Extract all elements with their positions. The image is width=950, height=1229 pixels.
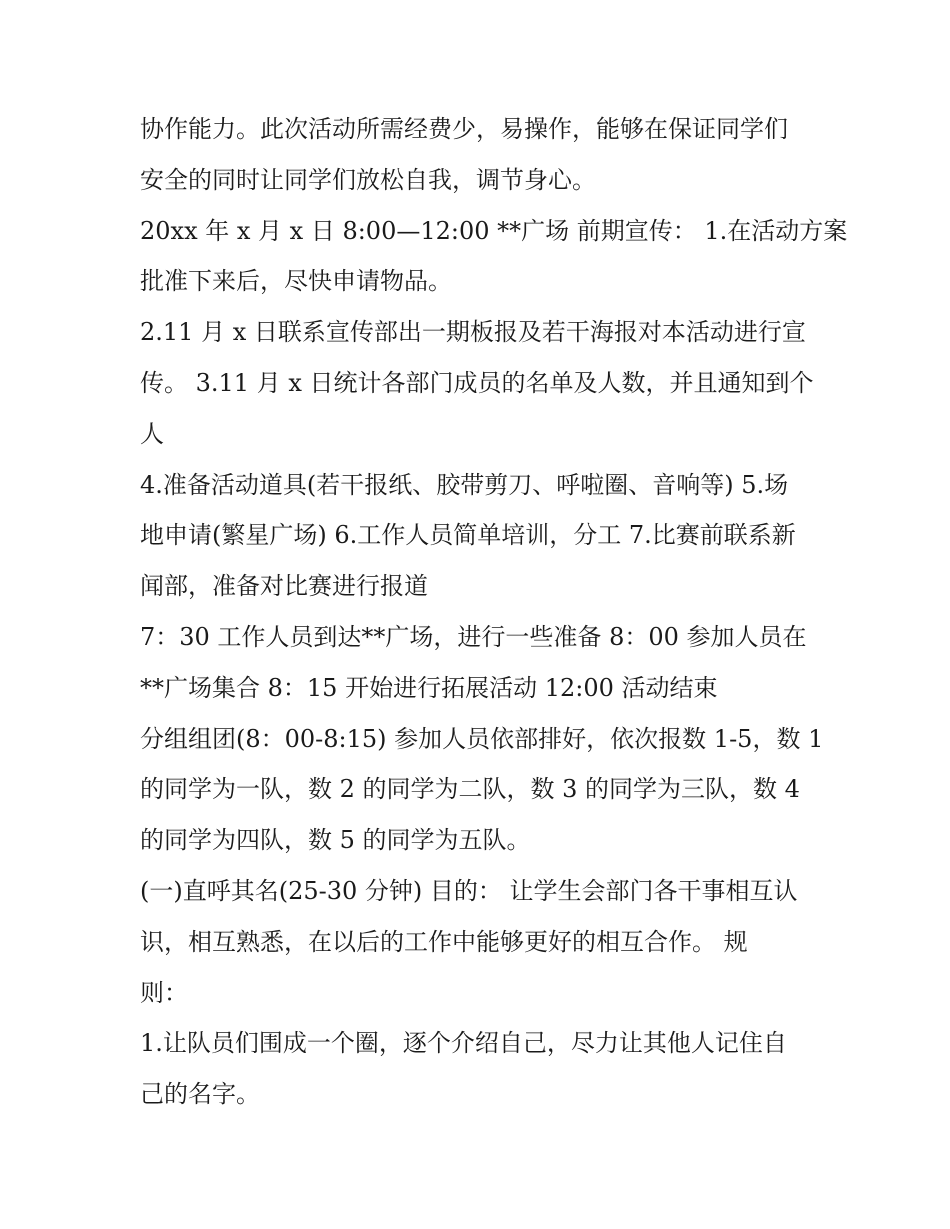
text-line: 1.让队员们围成一个圈，逐个介绍自己，尽力让其他人记住自	[140, 1029, 787, 1058]
document-body	[140, 104, 848, 1120]
text-line: **广场集合 8：15 开始进行拓展活动 12:00 活动结束	[140, 673, 718, 702]
text-line: (一)直呼其名(25-30 分钟) 目的： 让学生会部门各干事相互认	[140, 876, 798, 905]
text-line: 的同学为一队，数 2 的同学为二队，数 3 的同学为三队，数 4	[140, 775, 800, 804]
text-line: 20xx 年 x 月 x 日 8:00—12:00 **广场 前期宣传： 1.在活动方案	[140, 216, 848, 245]
text-line: 地申请(繁星广场) 6.工作人员简单培训，分工 7.比赛前联系新	[140, 521, 796, 550]
text-line: 闻部，准备对比赛进行报道	[140, 572, 428, 601]
text-line: 2.11 月 x 日联系宣传部出一期板报及若干海报对本活动进行宣	[140, 318, 806, 347]
text-line: 则：	[140, 978, 188, 1007]
text-line: 传。 3.11 月 x 日统计各部门成员的名单及人数，并且通知到个	[140, 368, 814, 397]
text-line: 安全的同时让同学们放松自我，调节身心。	[140, 165, 596, 194]
text-line: 7：30 工作人员到达**广场，进行一些准备 8：00 参加人员在	[140, 622, 807, 651]
text-line: 的同学为四队，数 5 的同学为五队。	[140, 826, 531, 855]
text-line: 协作能力。此次活动所需经费少，易操作，能够在保证同学们	[140, 115, 788, 143]
text-line: 己的名字。	[140, 1080, 260, 1109]
text-line: 识，相互熟悉，在以后的工作中能够更好的相互合作。 规	[140, 927, 748, 956]
text-line: 分组组团(8：00-8:15) 参加人员依部排好，依次报数 1-5，数 1	[140, 724, 824, 753]
text-line: 4.准备活动道具(若干报纸、胶带剪刀、呼啦圈、音响等) 5.场	[140, 470, 789, 499]
text-line: 人	[140, 419, 164, 448]
text-line: 批准下来后，尽快申请物品。	[140, 267, 452, 296]
